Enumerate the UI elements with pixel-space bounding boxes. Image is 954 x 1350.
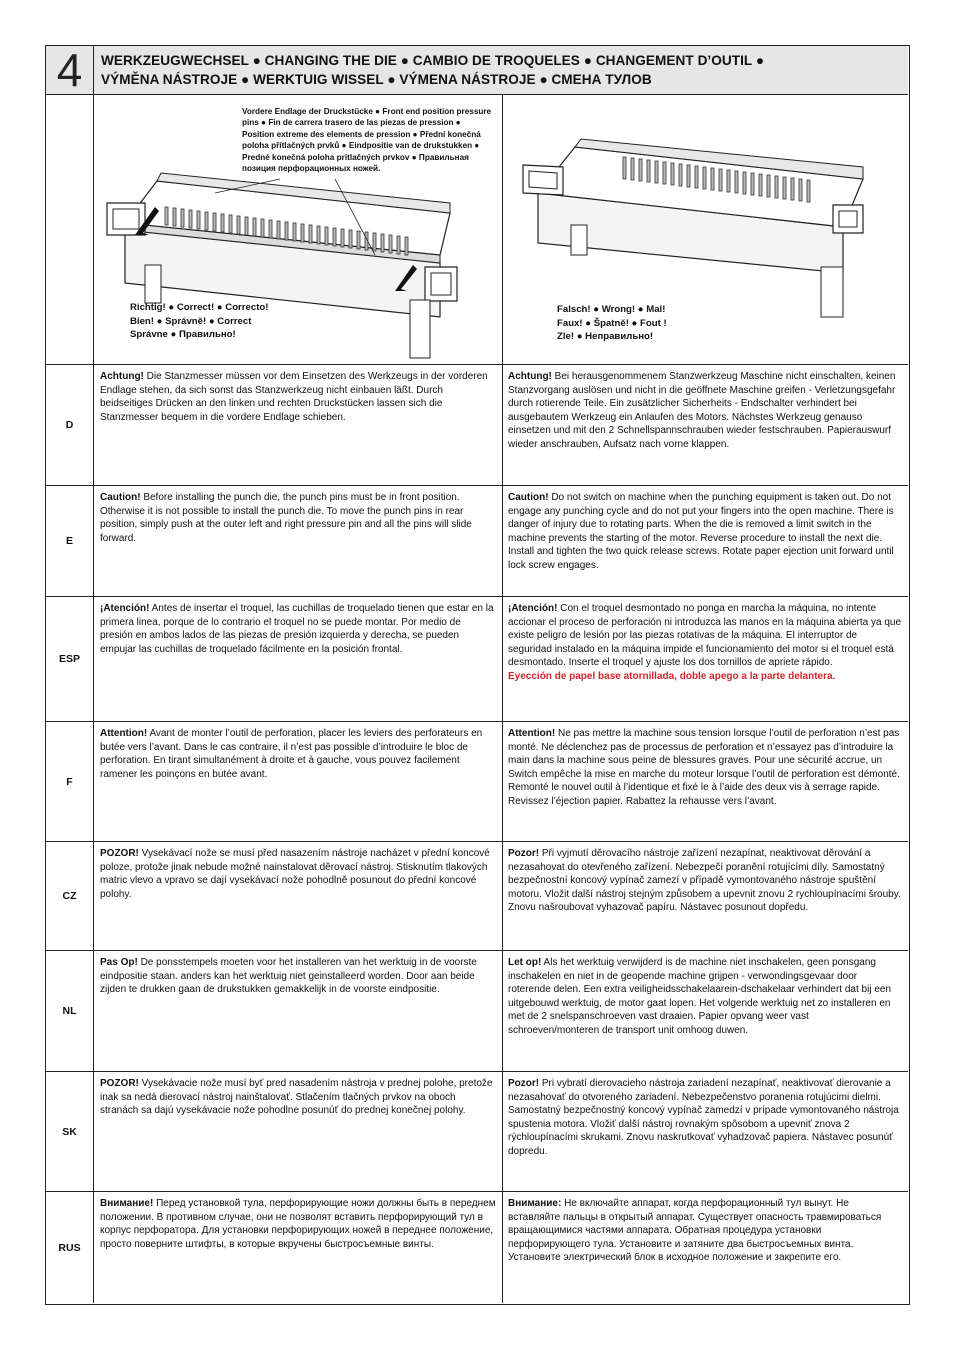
header-title-line-1: WERKZEUGWECHSEL ● CHANGING THE DIE ● CAMBIO DE TROQUELES ● CHANGEMENT D’OUTIL ● bbox=[101, 53, 765, 68]
language-row-rus bbox=[46, 1192, 908, 1303]
figure-correct bbox=[95, 95, 503, 364]
language-code: SK bbox=[46, 1072, 94, 1191]
language-code: ESP bbox=[46, 597, 94, 721]
correct-caption-line-3: Správne ● Правильно! bbox=[130, 329, 236, 340]
section-header bbox=[46, 46, 908, 95]
language-code: D bbox=[46, 365, 94, 485]
wrong-caption-line-2: Faux! ● Špatně! ● Fout ! bbox=[557, 317, 667, 329]
wrong-caption-line-1: Falsch! ● Wrong! ● Mal! bbox=[557, 304, 666, 315]
instruction-right: Achtung! Bei herausgenommenem Stanzwerkzeug Maschine nicht einschalten, keinen Stanzvorgang auslösen und nicht in die geöffnete Maschine greifen - Verletzungsgefahr durch rotierende Teile. Ein zusätzlicher Sicherheits - Endschalter verhindert bei ausgebautem Werkzeug ein Anlaufen des Motors. Nächstes Werkzeug genauso einsetzen und mit den 2 Schnellspannschrauben wieder festschrauben. Papierauswurf wieder anschrauben, Aufsatz nach vorne klappen. bbox=[508, 371, 896, 450]
figure-wrong bbox=[503, 95, 908, 364]
instruction-right: Let op! Als het werktuig verwijderd is de machine niet inschakelen, geen ponsgang inschakelen en niet in de geopende machine grijpen - verwondingsgevaar door roterende delen. Een extra veiligheidsschakelaarein-dschakelaar verhindert dat bij een uitgebouwd werktuig, de motor gaat lopen. Het volgende werktuig net zo installeren en met de 2 snelspanschroeven vast draaien. Papier opvang weer vast schroeven/monteren de transport unit omhoog duwen. bbox=[508, 957, 892, 1036]
instruction-left: ¡Atención! Antes de insertar el troquel, las cuchillas de troquelado tienen que estar en la primera linea, porque de lo contrario el troquel no se puede montar. Por medio de presión en ambos lados de las piezas de presión izquierda y derecha, se pueden empujar las cuchillas de troquelado fácilmente en la posición frontal. bbox=[95, 597, 503, 721]
language-row-sk bbox=[46, 1072, 908, 1192]
correct-caption bbox=[130, 301, 330, 342]
figure-row bbox=[46, 95, 908, 365]
instruction-right: Pozor! Při vyjmutí děrovacího nástroje zařízení nezapínat, neaktivovat děrování a nezasahovat do otevřeného zařízení. Nebezpečí poranění rotujícími díly. Samostatný bezpečnostní koncový vypínač zamezí v případě vymontovaného nástroje spuštění motoru. Vložit další nástroj stejným způsobem a upevnit znovu 2 rychloupínacími šrouby. Znovu našroubovat vyhazovač papíru. Nástavec posunout dopředu. bbox=[508, 848, 901, 914]
language-code: CZ bbox=[46, 842, 94, 950]
instruction-right: Caution! Do not switch on machine when the punching equipment is taken out. Do not engage any punching cycle and do not put your fingers into the open machine. There is danger of injury due to rotating parts. When the die is removed a limit switch in the machine prevents the starting of the motor. Reverse procedure to install the next die. Install and tighten the two quick release screws. Rotate paper ejection unit forward until lock screw engages. bbox=[508, 492, 894, 571]
language-code: RUS bbox=[46, 1192, 94, 1303]
language-row-e bbox=[46, 486, 908, 597]
language-row-f bbox=[46, 722, 908, 842]
instruction-left: Внимание! Перед установкой тула, перфорирующие ножи должны быть в переднем положении. В противном случае, они не позволят вставить перфорирующий тул в корпус перфоратора. Для установки перфорирующих ножей в переднее положение, просто поверните штифты, в которые вкручены быстросъемные винты. bbox=[95, 1192, 503, 1303]
instruction-left: POZOR! Vysekávací nože se musí před nasazením nástroje nacházet v přední koncové poloze, protože jinak nebude možné nainstalovat děrovací nástroj. Stisknutím tlakových matric vlevo a vpravo se dají vysekávací nože pohodlně posunout do přední koncové polohy. bbox=[95, 842, 503, 950]
pressure-pin-callout: Vordere Endlage der Druckstücke ● Front end position pressure pins ● Fin de carrera trasero de las piezas de pression ● Position extreme des elements de pression ● Přední konečná poloha přítlačných prvků ● Eindpositie van de drukstukken ● Predné konečná poloha pritlačných prvkov ● Правильная позиция перфорационных ножей. bbox=[242, 107, 492, 174]
wrong-caption bbox=[557, 303, 757, 344]
instruction-left: Attention! Avant de monter l’outil de perforation, placer les leviers des perforateurs en butée vers l’avant. Dans le cas contraire, il n’est pas possible d’introduire le bloc de perforation. En tirant simultanément à droite et à gauche, vous pouvez facilement ramener les poinçons en butée avant. bbox=[95, 722, 503, 841]
instruction-right: Внимание: Не включайте аппарат, когда перфорационный тул вынут. Не вставляйте пальцы в открытый аппарат. Существует опасность травмироваться вращающимися частями аппарата. Обратная процедура установки перфорирующего тула. Установите и затяните два быстросъемных винта. Установите электрический блок в исходное положение и закрепите его. bbox=[508, 1198, 882, 1264]
wrong-caption-line-3: Zle! ● Неправильно! bbox=[557, 331, 654, 342]
instruction-left: Pas Op! De ponsstempels moeten voor het installeren van het werktuig in de voorste eindpositie staan. anders kan het werktuig niet geinstalleerd worden. Door aan beide zijden te drukken gaan de drukstukken gemakkelijk in de voorste eindpositie. bbox=[95, 951, 503, 1071]
warning-red-note: Eyección de papel base atornillada, doble apego a la parte delantera. bbox=[508, 670, 836, 682]
language-row-nl bbox=[46, 951, 908, 1072]
language-code: NL bbox=[46, 951, 94, 1071]
instruction-right: Pozor! Pri vybratí dierovacieho nástroja zariadení nezapínať, neaktivovať dierovanie a nezasahovať do otvoreného zariadení. Nebezpečenstvo poranenia rotujúcimi dielmi. Samostatný bezpečnostný koncový vypínač zamedzí v prípade vymontovaného nástroja spustenia motora. Vložiť další nástroj rovnakým spôsobom a upevniť znova 2 rýchloupínacími skrukami. Znovu naskrutkovať vyhadzovač papiera. Nástavec posunúť dopredu. bbox=[508, 1078, 899, 1157]
section-number: 4 bbox=[46, 46, 94, 94]
language-code: F bbox=[46, 722, 94, 841]
header-title-line-2: VÝMĚNA NÁSTROJE ● WERKTUIG WISSEL ● VÝMENA NÁSTROJE ● СМЕНА ТУЛОВ bbox=[101, 72, 652, 87]
instruction-left: Achtung! Die Stanzmesser müssen vor dem Einsetzen des Werkzeugs in der vorderen Endlage stehen, da sich sonst das Stanzwerkzeug nicht einbauen läßt. Durch beidseitiges Drücken an den linken und rechten Druckstücken lassen sich die Stanzmesser bequem in die vordere Endlage schieben. bbox=[95, 365, 503, 485]
language-code: E bbox=[46, 486, 94, 596]
page-frame bbox=[45, 45, 910, 1305]
language-row-esp bbox=[46, 597, 908, 722]
language-row-d bbox=[46, 365, 908, 486]
instruction-left: Caution! Before installing the punch die, the punch pins must be in front position. Otherwise it is not possible to install the punch die. To move the punch pins in rear position, simply push at the outer left and right pressure pin and all the pins will slide forward. bbox=[95, 486, 503, 596]
instruction-right: ¡Atención! Con el troquel desmontado no ponga en marcha la máquina, no intente accionar el proceso de perforación ni introduzca las manos en la máquina abierta ya que existe peligro de lesión por las piezas rotativas de la máquina. El interruptor de seguridad instalado en la máquina impide el funcionamiento del motor si el troquel está desmontado. Inserte el troquel y ajuste los dos tornillos de apriete rápido. Eyección de papel base atornillada, doble apego a la parte delantera. bbox=[508, 603, 902, 682]
instruction-right: Attention! Ne pas mettre la machine sous tension lorsque l’outil de perforation n’est pas monté. Ne déclenchez pas de processus de perforation et n’essayez pas d’introduire la main dans la machine sous peine de blessures graves. Pour une sécurité accrue, un Switch empêche la mise en marche du moteur lorsque l’outil de perforation est démonté. Remonté le nouvel outil à l’identique et fixé le à l’aide des deux vis à serrage rapide. Revissez l’éjection papier. Rabattez la rehausse vers l’avant. bbox=[508, 728, 900, 807]
language-row-cz bbox=[46, 842, 908, 951]
correct-caption-line-1: Richtig! ● Correct! ● Correcto! bbox=[130, 302, 269, 313]
correct-caption-line-2: Bien! ● Správně! ● Correct bbox=[130, 315, 252, 327]
instruction-left: POZOR! Vysekávacie nože musí byť pred nasadením nástroja v prednej polohe, pretože inak sa nedá dierovací nástroj nainštalovať. Stlačením tlačných prvkov na oboch stranách sa dajú vysekávacie nože pohodlne posunúť do prednej konečnej polohy. bbox=[95, 1072, 503, 1191]
